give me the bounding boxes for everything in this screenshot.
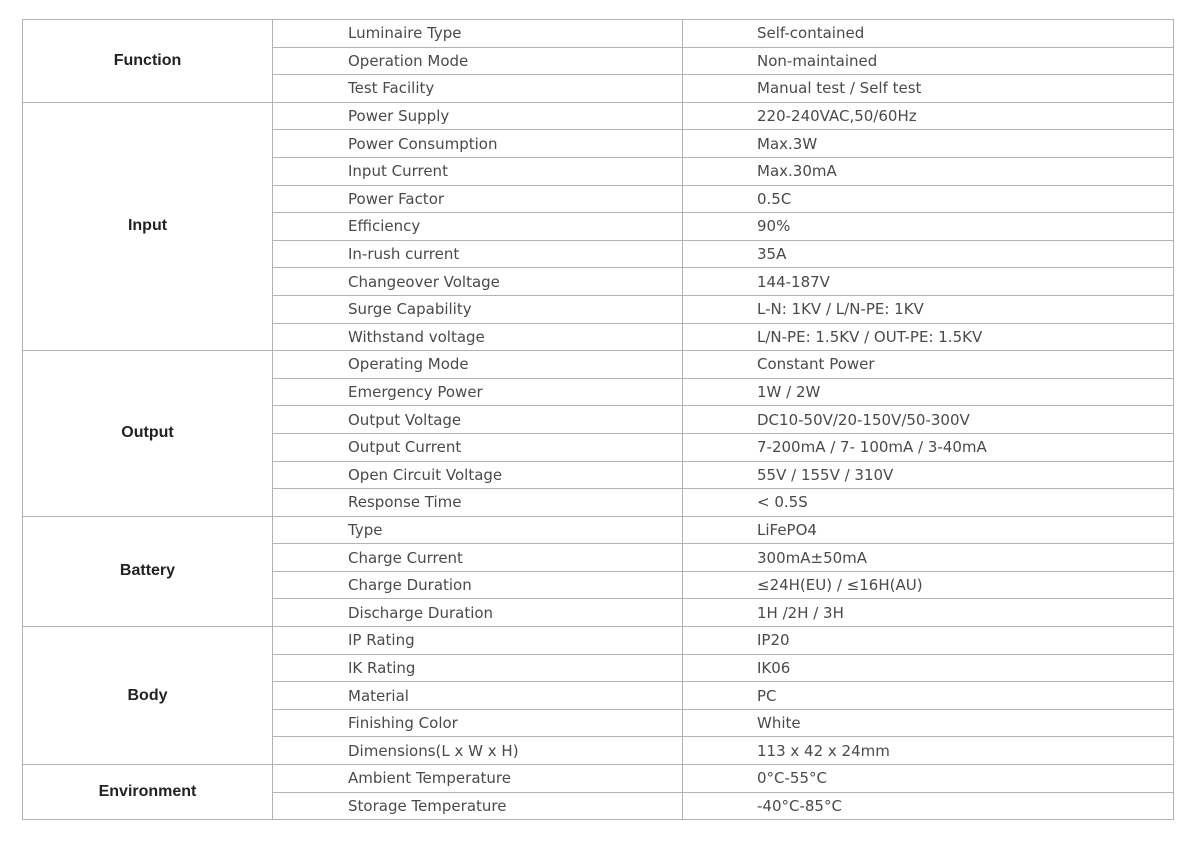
parameter-value: DC10-50V/20-150V/50-300V — [683, 406, 1174, 434]
parameter-value: 113 x 42 x 24mm — [683, 737, 1174, 765]
parameter-name: Input Current — [273, 157, 683, 185]
parameter-name: Output Current — [273, 433, 683, 461]
parameter-value: Max.30mA — [683, 157, 1174, 185]
parameter-name: Finishing Color — [273, 709, 683, 737]
parameter-name: Surge Capability — [273, 295, 683, 323]
parameter-value: Manual test / Self test — [683, 75, 1174, 103]
parameter-name: Charge Current — [273, 544, 683, 572]
parameter-value: LiFePO4 — [683, 516, 1174, 544]
group-label: Body — [23, 627, 273, 765]
spec-row — [23, 765, 1174, 793]
spec-row — [23, 516, 1174, 544]
parameter-value: 0.5C — [683, 185, 1174, 213]
parameter-name: Emergency Power — [273, 378, 683, 406]
group-label: Output — [23, 351, 273, 517]
spec-row — [23, 627, 1174, 655]
parameter-value: L/N-PE: 1.5KV / OUT-PE: 1.5KV — [683, 323, 1174, 351]
spec-row — [23, 102, 1174, 130]
parameter-value: Constant Power — [683, 351, 1174, 379]
parameter-name: Material — [273, 682, 683, 710]
parameter-value: < 0.5S — [683, 489, 1174, 517]
parameter-value: L-N: 1KV / L/N-PE: 1KV — [683, 295, 1174, 323]
parameter-name: Storage Temperature — [273, 792, 683, 820]
group-label: Function — [23, 20, 273, 103]
parameter-name: Power Consumption — [273, 130, 683, 158]
group-label: Environment — [23, 765, 273, 820]
parameter-name: Discharge Duration — [273, 599, 683, 627]
parameter-name: Output Voltage — [273, 406, 683, 434]
parameter-name: Response Time — [273, 489, 683, 517]
parameter-value: 35A — [683, 240, 1174, 268]
parameter-value: Self-contained — [683, 20, 1174, 48]
parameter-value: 1H /2H / 3H — [683, 599, 1174, 627]
parameter-name: IK Rating — [273, 654, 683, 682]
parameter-name: Type — [273, 516, 683, 544]
parameter-value: ≤24H(EU) / ≤16H(AU) — [683, 571, 1174, 599]
parameter-value: 300mA±50mA — [683, 544, 1174, 572]
parameter-value: PC — [683, 682, 1174, 710]
parameter-value: Non-maintained — [683, 47, 1174, 75]
parameter-name: Ambient Temperature — [273, 765, 683, 793]
spec-row — [23, 351, 1174, 379]
parameter-value: 220-240VAC,50/60Hz — [683, 102, 1174, 130]
parameter-name: Test Facility — [273, 75, 683, 103]
parameter-name: Power Supply — [273, 102, 683, 130]
parameter-name: IP Rating — [273, 627, 683, 655]
group-label: Input — [23, 102, 273, 350]
spec-row — [23, 20, 1174, 48]
parameter-value: 55V / 155V / 310V — [683, 461, 1174, 489]
parameter-value: White — [683, 709, 1174, 737]
parameter-name: Efficiency — [273, 213, 683, 241]
parameter-value: 90% — [683, 213, 1174, 241]
parameter-name: Charge Duration — [273, 571, 683, 599]
parameter-value: IP20 — [683, 627, 1174, 655]
parameter-name: Changeover Voltage — [273, 268, 683, 296]
spec-table — [22, 19, 1174, 820]
spec-table-body — [23, 20, 1174, 820]
parameter-value: Max.3W — [683, 130, 1174, 158]
parameter-name: Power Factor — [273, 185, 683, 213]
parameter-name: Luminaire Type — [273, 20, 683, 48]
parameter-name: Operating Mode — [273, 351, 683, 379]
parameter-name: Withstand voltage — [273, 323, 683, 351]
parameter-value: IK06 — [683, 654, 1174, 682]
parameter-value: 7-200mA / 7- 100mA / 3-40mA — [683, 433, 1174, 461]
parameter-value: -40°C-85°C — [683, 792, 1174, 820]
parameter-value: 1W / 2W — [683, 378, 1174, 406]
parameter-name: Operation Mode — [273, 47, 683, 75]
parameter-value: 0°C-55°C — [683, 765, 1174, 793]
group-label: Battery — [23, 516, 273, 626]
parameter-name: In-rush current — [273, 240, 683, 268]
parameter-value: 144-187V — [683, 268, 1174, 296]
parameter-name: Dimensions(L x W x H) — [273, 737, 683, 765]
parameter-name: Open Circuit Voltage — [273, 461, 683, 489]
